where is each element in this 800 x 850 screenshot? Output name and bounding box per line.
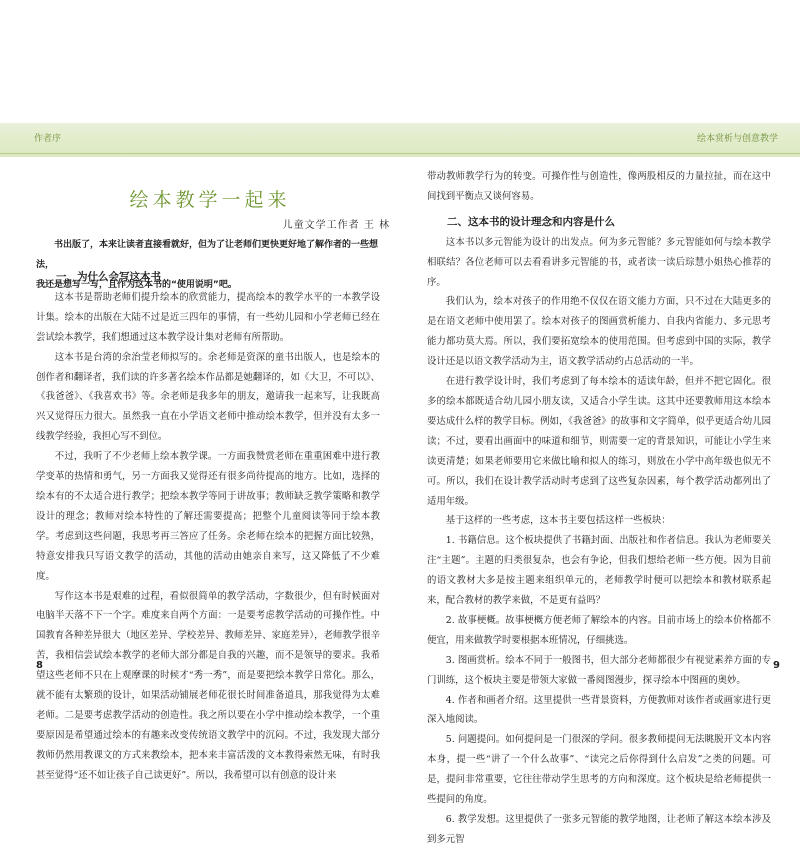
page-number-left: 8: [36, 660, 43, 671]
body-paragraph: 这本书是台湾的余治莹老师拟写的。余老师是资深的童书出版人，也是绘本的创作者和翻译者，我们读的许多著名绘本作品都是她翻译的，如《大卫，不可以》、《我爸爸》、《我喜欢书》等。余老师是我多年的朋友，邀请我一起来写，让我既高兴又觉得压力很大。虽然我一直在小学语文老师中推动绘本教学，但并没有太多一线教学经验，我担心写不到位。: [36, 351, 380, 443]
section-heading: 一、为什么会写这本书: [56, 271, 161, 283]
continued-paragraph: 带动教师教学行为的转变。可操作性与创造性，像两股相反的力量拉扯，而在这中间找到平衡点又谈何容易。: [427, 171, 771, 202]
list-item: 4. 作者和画者介绍。这里提供一些背景资料，方便教师对该作者或画家进行更深入地阅读。: [427, 694, 771, 726]
body-paragraph: 我们认为，绘本对孩子的作用绝不仅仅在语文能力方面，只不过在大陆更多的是在语文老师中使用罢了。绘本对孩子的图画赏析能力、自我内省能力、多元思考能力都功莫大焉。所以，我们要拓宽绘本的使用范围。但考虑到中国的实际，教学设计还是以语文教学活动为主，语文教学活动约占总活动的一半。: [427, 296, 771, 368]
chapter-title: 绘本教学一起来: [129, 189, 291, 211]
running-header-right: 绘本赏析与创意教学: [696, 134, 778, 144]
list-item: 6. 教学发想。这里提供了一张多元智能的教学地图，让老师了解这本绘本涉及到多元智: [427, 814, 771, 845]
running-header-left: 作者序: [34, 134, 62, 144]
list-item: 3. 图画赏析。绘本不同于一般图书，但大部分老师都很少有视觉素养方面的专门训练，这个板块主要是带领大家做一番阅图漫步，探寻绘本中图画的奥妙。: [427, 654, 771, 686]
page-number-right: 9: [773, 660, 780, 671]
intro-line: 我还是想写一写，且作为这本书的“使用说明”吧。: [36, 279, 237, 290]
body-paragraph: 基于这样的一些考虑，这本书主要包括这样一些板块：: [445, 515, 671, 527]
author-byline: 儿童文学工作者 王 林: [282, 220, 390, 231]
body-paragraph: 这本书是帮助老师们提升绘本的欣赏能力，提高绘本的教学水平的一本教学设计集。绘本的出版在大陆不过是近三四年的事情，有一些幼儿园和小学老师已经在尝试绘本教学，我们想通过这本教学设计集对老师有所帮助。: [36, 291, 380, 343]
header-band: [0, 123, 800, 157]
section-heading: 二、这本书的设计理念和内容是什么: [447, 215, 615, 228]
left-page-body: [36, 268, 380, 786]
body-paragraph: 不过，我听了不少老师上绘本教学课。一方面我赞赏老师在重重困难中进行教学变革的热情和勇气，另一方面我又觉得还有很多尚待提高的地方。比如，选择的绘本有的不太适合进行教学；把绘本教学等同于讲故事；教师缺乏教学策略和教学设计的理念；教师对绘本特性的了解还需要提高；把整个儿童阅读等同于绘本教学。考虑到这些问题，我思考再三答应了任务。余老师在绘本的把握方面比较熟，特意安排我只写语文教学的活动，其他的活动由她亲自来写，这又降低了不少难度。: [36, 451, 380, 582]
intro-line: 书出版了，本来让读者直接看就好，但为了让老师们更快更好地了解作者的一些想法，: [36, 240, 379, 270]
list-item: 1. 书籍信息。这个板块提供了书籍封面、出版社和作者信息。我认为老师要关注“主题”。主题的归类很复杂，也会有争论，但我们想给老师一些方便。因为目前的语文教材大多是按主题来组织单元的，老师教学时便可以把绘本和教材联系起来，配合教材的教学来做，不是更有益吗？: [427, 535, 771, 607]
right-page-body: [427, 167, 771, 850]
body-paragraph: 写作这本书是艰难的过程，看似很简单的教学活动，字数很少，但有时候面对电脑半天落不下一个字。难度来自两个方面：一是要考虑教学活动的可操作性。中国教育各种差异很大（地区差异、学校差异、教师差异、家庭差异），老师教学很辛苦，我相信尝试绘本教学的老师大部分都是自我的兴趣，而不是领导的要求。我希望这些老师不只在上观摩课的时候才“秀一秀”，而是要把绘本教学日常化。那么，就不能有太繁琐的设计，如果活动铺展老师花很长时间准备道具，那我觉得为太难老师。二是要考虑教学活动的创造性。我之所以要在小学中推动绘本教学，一个重要原因是希望通过绘本的有趣来改变传统语文教学中的沉闷。不过，我发现大部分教师仍然用教课文的方式来教绘本，把本来丰富活泼的文本教得索然无味，有时我甚至觉得“还不如让孩子自己读更好”。所以，我希望可以有创意的设计来: [36, 590, 380, 781]
list-item: 2. 故事梗概。故事梗概方便老师了解绘本的内容。目前市场上的绘本价格都不便宜，用来做教学时要根据本班情况，仔细挑选。: [427, 614, 771, 646]
header-divider: [0, 153, 800, 154]
body-paragraph: 这本书以多元智能为设计的出发点。何为多元智能？多元智能如何与绘本教学相联结？各位老师可以去看看讲多元智能的书，或者读一读后琮慧小姐热心推荐的序。: [427, 236, 771, 288]
list-item: 5. 问题提问。如何提问是一门很深的学问。很多教师提问无法眺脱开文本内容本身，提一些“讲了一个什么故事”、“读完之后你得到什么启发”之类的问题。可是，提问非常重要，它往往带动学生思考的方向和深度。这个板块是给老师提供一些提问的角度。: [427, 734, 771, 806]
body-paragraph: 在进行教学设计时，我们考虑到了每本绘本的适读年龄，但并不把它固化。很多的绘本都既适合幼儿园小朋友读，又适合小学生读。这其中还要教师用这本绘本要达成什么样的教学目标。例如，《我爸爸》的故事和文字简单，似乎更适合幼儿园读；不过，要看出画面中的味道和细节，则需要一定的背景知识，可能让小学生来读更清楚；如果老师要用它来做比喻和拟人的练习，则放在小学中高年级也似无不可。所以，我们在设计教学活动时考虑到了这些复杂因素，每个教学活动都列出了适用年级。: [427, 376, 771, 507]
